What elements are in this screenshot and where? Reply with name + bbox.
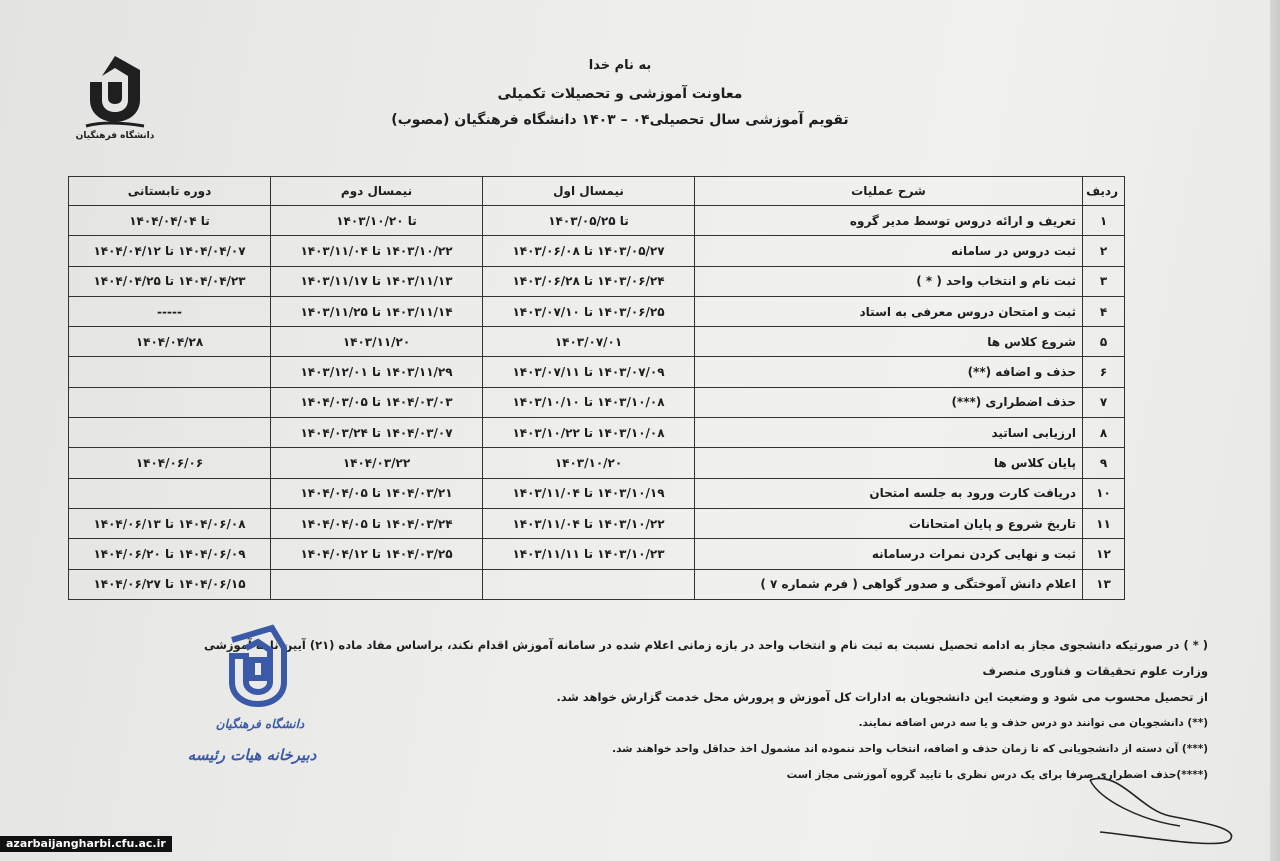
operation-description: اعلام دانش آموختگی و صدور گواهی ( فرم شماره ۷ ) xyxy=(695,569,1083,599)
table-row xyxy=(69,236,1125,266)
operation-description: ثبت و امتحان دروس معرفی به استاد xyxy=(695,296,1083,326)
operation-description: ثبت دروس در سامانه xyxy=(695,236,1083,266)
operation-description: حذف اضطراری (***) xyxy=(695,387,1083,417)
second-semester-date: ۱۴۰۳/۱۱/۱۳ تا ۱۴۰۳/۱۱/۱۷ xyxy=(271,266,483,296)
table-row xyxy=(69,569,1125,599)
row-index: ۱۳ xyxy=(1083,569,1125,599)
first-semester-date: ۱۴۰۳/۱۰/۰۸ تا ۱۴۰۳/۱۰/۱۰ xyxy=(483,387,695,417)
first-semester-date: ۱۴۰۳/۱۰/۲۳ تا ۱۴۰۳/۱۱/۱۱ xyxy=(483,539,695,569)
summer-term-date: ۱۴۰۴/۰۶/۰۹ تا ۱۴۰۴/۰۶/۲۰ xyxy=(69,539,271,569)
row-index: ۴ xyxy=(1083,296,1125,326)
signature xyxy=(1080,770,1250,850)
table-row xyxy=(69,478,1125,508)
operation-description: ثبت و نهایی کردن نمرات درسامانه xyxy=(695,539,1083,569)
table-row xyxy=(69,418,1125,448)
operation-description: حذف و اضافه (**) xyxy=(695,357,1083,387)
col-header-first-semester: نیمسال اول xyxy=(483,177,695,206)
summer-term-date: ۱۴۰۴/۰۶/۱۵ تا ۱۴۰۴/۰۶/۲۷ xyxy=(69,569,271,599)
first-semester-date: ۱۴۰۳/۱۰/۱۹ تا ۱۴۰۳/۱۱/۰۴ xyxy=(483,478,695,508)
table-row xyxy=(69,508,1125,538)
col-header-summer-term: دوره تابستانی xyxy=(69,177,271,206)
first-semester-date: ۱۴۰۳/۰۶/۲۵ تا ۱۴۰۳/۰۷/۱۰ xyxy=(483,296,695,326)
first-semester-date: ۱۴۰۳/۰۷/۰۱ xyxy=(483,327,695,357)
summer-term-date: ۱۴۰۴/۰۶/۰۶ xyxy=(69,448,271,478)
first-semester-date: ۱۴۰۳/۰۶/۲۴ تا ۱۴۰۳/۰۶/۲۸ xyxy=(483,266,695,296)
first-semester-date: ۱۴۰۳/۰۵/۲۷ تا ۱۴۰۳/۰۶/۰۸ xyxy=(483,236,695,266)
table-row xyxy=(69,296,1125,326)
table-row xyxy=(69,387,1125,417)
secretariat-stamp xyxy=(187,620,322,780)
row-index: ۱۰ xyxy=(1083,478,1125,508)
stamp-line2: دبیرخانه هیات رئیسه xyxy=(187,746,317,764)
table-row xyxy=(69,539,1125,569)
summer-term-date: ۱۴۰۴/۰۴/۲۳ تا ۱۴۰۴/۰۴/۲۵ xyxy=(69,266,271,296)
second-semester-date: ۱۴۰۳/۱۱/۱۴ تا ۱۴۰۳/۱۱/۲۵ xyxy=(271,296,483,326)
second-semester-date: ۱۴۰۴/۰۳/۲۲ xyxy=(271,448,483,478)
table-row xyxy=(69,327,1125,357)
operation-description: شروع کلاس ها xyxy=(695,327,1083,357)
row-index: ۲ xyxy=(1083,236,1125,266)
operation-description: دریافت کارت ورود به جلسه امتحان xyxy=(695,478,1083,508)
summer-term-date xyxy=(69,478,271,508)
page-edge xyxy=(1270,0,1280,861)
second-semester-date: ۱۴۰۴/۰۳/۰۷ تا ۱۴۰۴/۰۳/۲۴ xyxy=(271,418,483,448)
table-header-row xyxy=(69,177,1125,206)
operation-description: تاریخ شروع و پایان امتحانات xyxy=(695,508,1083,538)
first-semester-date: ۱۴۰۳/۱۰/۲۲ تا ۱۴۰۳/۱۱/۰۴ xyxy=(483,508,695,538)
footnote: ( * ) در صورتیکه دانشجوی مجاز به ادامه تحصیل نسبت به ثبت نام و انتخاب واحد در بازه زمانی اعلام شده در سامانه آموزش اقدام نکند، براساس مفاد ماده (۲۱) آیین نامه آموزشی وزارت علوم تحقیقات و فناوری منصرف xyxy=(203,638,1208,678)
row-index: ۱۲ xyxy=(1083,539,1125,569)
second-semester-date: ۱۴۰۴/۰۳/۰۳ تا ۱۴۰۴/۰۳/۰۵ xyxy=(271,387,483,417)
table-row xyxy=(69,206,1125,236)
col-header-operation: شرح عملیات xyxy=(695,177,1083,206)
col-header-second-semester: نیمسال دوم xyxy=(271,177,483,206)
second-semester-date xyxy=(271,569,483,599)
operation-description: ثبت نام و انتخاب واحد ( * ) xyxy=(695,266,1083,296)
second-semester-date: ۱۴۰۳/۱۱/۲۰ xyxy=(271,327,483,357)
first-semester-date: ۱۴۰۳/۱۰/۰۸ تا ۱۴۰۳/۱۰/۲۲ xyxy=(483,418,695,448)
first-semester-date xyxy=(483,569,695,599)
header-title: تقویم آموزشی سال تحصیلی۰۴ – ۱۴۰۳ دانشگاه فرهنگیان (مصوب) xyxy=(391,112,849,128)
table-row xyxy=(69,448,1125,478)
footnote: (****)حذف اضطراری صرفا برای یک درس نظری با تایید گروه آموزشی مجاز است xyxy=(786,769,1208,781)
row-index: ۶ xyxy=(1083,357,1125,387)
summer-term-date: ۱۴۰۴/۰۴/۰۷ تا ۱۴۰۴/۰۴/۱۲ xyxy=(69,236,271,266)
header-bismillah: به نام خدا xyxy=(588,58,652,73)
website-watermark: azarbaijangharbi.cfu.ac.ir xyxy=(0,836,172,852)
table-row xyxy=(69,357,1125,387)
summer-term-date: ۱۴۰۴/۰۶/۰۸ تا ۱۴۰۴/۰۶/۱۳ xyxy=(69,508,271,538)
operation-description: ارزیابی اساتید xyxy=(695,418,1083,448)
summer-term-date: ----- xyxy=(69,296,271,326)
summer-term-date xyxy=(69,418,271,448)
second-semester-date: ۱۴۰۴/۰۳/۲۴ تا ۱۴۰۴/۰۴/۰۵ xyxy=(271,508,483,538)
logo-text: دانشگاه فرهنگیان xyxy=(75,131,155,141)
operation-description: پایان کلاس ها xyxy=(695,448,1083,478)
row-index: ۵ xyxy=(1083,327,1125,357)
row-index: ۸ xyxy=(1083,418,1125,448)
second-semester-date: ۱۴۰۳/۱۰/۲۲ تا ۱۴۰۳/۱۱/۰۴ xyxy=(271,236,483,266)
academic-calendar-table xyxy=(68,176,1125,600)
summer-term-date: تا ۱۴۰۴/۰۴/۰۴ xyxy=(69,206,271,236)
second-semester-date: ۱۴۰۳/۱۱/۲۹ تا ۱۴۰۳/۱۲/۰۱ xyxy=(271,357,483,387)
first-semester-date: تا ۱۴۰۳/۰۵/۲۵ xyxy=(483,206,695,236)
row-index: ۱ xyxy=(1083,206,1125,236)
row-index: ۷ xyxy=(1083,387,1125,417)
row-index: ۱۱ xyxy=(1083,508,1125,538)
second-semester-date: ۱۴۰۴/۰۳/۲۵ تا ۱۴۰۴/۰۴/۱۲ xyxy=(271,539,483,569)
footnote: (**) دانشجویان می توانند دو درس حذف و یا سه درس اضافه نمایند. xyxy=(858,717,1208,729)
summer-term-date xyxy=(69,387,271,417)
footnotes xyxy=(198,632,1208,788)
summer-term-date xyxy=(69,357,271,387)
first-semester-date: ۱۴۰۳/۰۷/۰۹ تا ۱۴۰۳/۰۷/۱۱ xyxy=(483,357,695,387)
footnote: از تحصیل محسوب می شود و وضعیت این دانشجویان به ادارات کل آموزش و پرورش محل خدمت گزارش خواهد شد. xyxy=(556,690,1208,704)
second-semester-date: تا ۱۴۰۳/۱۰/۲۰ xyxy=(271,206,483,236)
operation-description: تعریف و ارائه دروس توسط مدیر گروه xyxy=(695,206,1083,236)
col-header-index: ردیف xyxy=(1083,177,1125,206)
summer-term-date: ۱۴۰۴/۰۴/۲۸ xyxy=(69,327,271,357)
second-semester-date: ۱۴۰۴/۰۳/۲۱ تا ۱۴۰۴/۰۴/۰۵ xyxy=(271,478,483,508)
row-index: ۹ xyxy=(1083,448,1125,478)
header-department: معاونت آموزشی و تحصیلات تکمیلی xyxy=(497,86,743,102)
row-index: ۳ xyxy=(1083,266,1125,296)
footnote: (***) آن دسته از دانشجویانی که تا زمان حذف و اضافه، انتخاب واحد ننموده اند مشمول اخذ حداقل واحد خواهند شد. xyxy=(612,743,1208,755)
table-row xyxy=(69,266,1125,296)
first-semester-date: ۱۴۰۳/۱۰/۲۰ xyxy=(483,448,695,478)
stamp-line1: دانشگاه فرهنگیان xyxy=(215,717,305,731)
university-logo xyxy=(75,52,155,142)
